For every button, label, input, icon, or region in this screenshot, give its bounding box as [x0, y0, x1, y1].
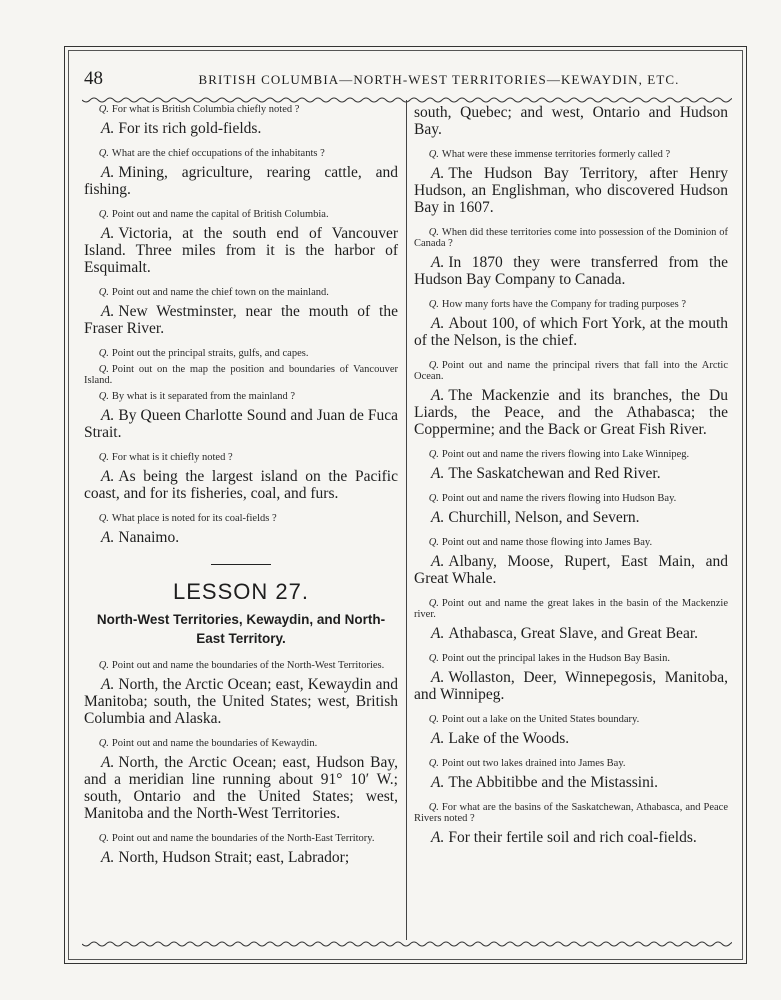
question-text: What were these immense territories formerly called ?: [441, 149, 671, 160]
answer-label: A.: [101, 468, 115, 485]
question: [84, 209, 398, 220]
answer-label: A.: [431, 669, 445, 686]
question-text: Point out and name the principal rivers that fall into the Arctic Ocean.: [414, 360, 728, 382]
question-label: Q.: [98, 209, 109, 220]
question-label: Q.: [98, 391, 109, 402]
header-ornament-rule: [82, 96, 732, 104]
answer-label: A.: [431, 553, 445, 570]
question-label: Q.: [428, 299, 439, 310]
question-label: Q.: [428, 360, 439, 371]
question: [414, 449, 728, 460]
question: [84, 348, 398, 359]
question-label: Q.: [98, 104, 109, 115]
answer-label: A.: [431, 254, 445, 271]
page-number: 48: [84, 68, 103, 89]
lesson-separator-rule: [211, 564, 271, 565]
answer-label: A.: [101, 407, 115, 424]
question-label: Q.: [98, 833, 109, 844]
question-text: Point out and name the boundaries of the North-West Territories.: [111, 660, 385, 671]
answer-text: The Abbitibbe and the Mistassini.: [448, 774, 659, 791]
left-qa-list: [84, 104, 398, 546]
question-label: Q.: [428, 149, 439, 160]
answer-label: A.: [101, 225, 115, 242]
answer-text: Churchill, Nelson, and Severn.: [448, 509, 640, 526]
answer: [414, 625, 728, 642]
answer-label: A.: [101, 849, 115, 866]
question-text: What place is noted for its coal-fields ?: [111, 513, 277, 524]
right-qa-list: [414, 104, 728, 846]
question: [414, 802, 728, 824]
question-text: For what is British Columbia chiefly noted ?: [111, 104, 300, 115]
answer-text: Athabasca, Great Slave, and Great Bear.: [448, 625, 699, 642]
question: [84, 452, 398, 463]
answer-text: south, Quebec; and west, Ontario and Hudson Bay.: [414, 104, 728, 138]
question-label: Q.: [428, 227, 439, 238]
answer: [84, 676, 398, 727]
question: [84, 738, 398, 749]
question: [84, 833, 398, 844]
question-label: Q.: [98, 513, 109, 524]
question-text: Point out and name the great lakes in the basin of the Mackenzie river.: [414, 598, 728, 620]
question: [414, 149, 728, 160]
answer-text: By Queen Charlotte Sound and Juan de Fuca Strait.: [84, 407, 398, 441]
question-label: Q.: [428, 653, 439, 664]
question-label: Q.: [98, 364, 109, 375]
question-text: Point out and name the chief town on the mainland.: [111, 287, 329, 298]
question-label: Q.: [428, 598, 439, 609]
question-text: For what is it chiefly noted ?: [111, 452, 233, 463]
question-text: Point out and name those flowing into James Bay.: [441, 537, 653, 548]
answer-text: For its rich gold-fields.: [118, 120, 262, 137]
answer-label: A.: [431, 829, 445, 846]
question: [414, 227, 728, 249]
question-text: For what are the basins of the Saskatchewan, Athabasca, and Peace Rivers noted ?: [414, 802, 728, 824]
answer-text: The Mackenzie and its branches, the Du Liards, the Peace, and the Athabasca; the Coppermine; and the Back or Great Fish River.: [414, 387, 728, 438]
footer-ornament-rule: [82, 940, 732, 948]
lesson-subtitle: North-West Territories, Kewaydin, and North-East Territory.: [96, 612, 386, 646]
answer-text: New Westminster, near the mouth of the Fraser River.: [84, 303, 398, 337]
answer: [84, 529, 398, 546]
question-text: Point out on the map the position and boundaries of Vancouver Island.: [84, 364, 398, 386]
question-label: Q.: [428, 449, 439, 460]
question-label: Q.: [428, 714, 439, 725]
answer-label: A.: [101, 754, 115, 771]
question-text: Point out and name the capital of British Columbia.: [111, 209, 329, 220]
question: [414, 758, 728, 769]
answer: [414, 829, 728, 846]
answer: [414, 315, 728, 349]
question-text: Point out the principal straits, gulfs, and capes.: [111, 348, 309, 359]
answer-text: As being the largest island on the Pacific coast, and for its fisheries, coal, and furs.: [84, 468, 398, 502]
answer-label: A.: [101, 120, 115, 137]
answer: [414, 509, 728, 526]
answer: [414, 165, 728, 216]
answer-text: The Saskatchewan and Red River.: [448, 465, 661, 482]
answer-text: For their fertile soil and rich coal-fields.: [448, 829, 697, 846]
answer: [84, 407, 398, 441]
question-label: Q.: [98, 148, 109, 159]
answer: [84, 225, 398, 276]
question-text: Point out and name the rivers flowing into Lake Winnipeg.: [441, 449, 690, 460]
answer: [84, 754, 398, 822]
answer: [414, 669, 728, 703]
left-qa-list-2: [84, 660, 398, 866]
answer-text: About 100, of which Fort York, at the mouth of the Nelson, is the chief.: [414, 315, 728, 349]
answer-text: Victoria, at the south end of Vancouver Island. Three miles from it is the harbor of Esquimalt.: [84, 225, 398, 276]
question-text: Point out two lakes drained into James Bay.: [441, 758, 626, 769]
question-label: Q.: [98, 452, 109, 463]
question-label: Q.: [98, 287, 109, 298]
answer: [414, 730, 728, 747]
answer: [84, 303, 398, 337]
answer-label: A.: [101, 164, 115, 181]
question-text: When did these territories come into possession of the Dominion of Canada ?: [414, 227, 728, 249]
answer-text: Wollaston, Deer, Winnepegosis, Manitoba, and Winnipeg.: [414, 669, 728, 703]
question: [84, 391, 398, 402]
question-label: Q.: [98, 738, 109, 749]
column-divider: [406, 100, 407, 940]
right-column: [414, 104, 728, 857]
question-label: Q.: [428, 758, 439, 769]
question-text: Point out the principal lakes in the Hudson Bay Basin.: [441, 653, 670, 664]
running-head: BRITISH COLUMBIA—NORTH-WEST TERRITORIES—KEWAYDIN, ETC.: [198, 72, 680, 87]
question-label: Q.: [428, 537, 439, 548]
question: [414, 299, 728, 310]
answer: [414, 387, 728, 438]
answer-text: Mining, agriculture, rearing cattle, and fishing.: [84, 164, 398, 198]
question-text: Point out and name the boundaries of Kewaydin.: [111, 738, 318, 749]
answer-label: A.: [431, 509, 445, 526]
question: [414, 493, 728, 504]
answer: [414, 553, 728, 587]
answer: [414, 465, 728, 482]
question: [84, 660, 398, 671]
answer-text: Albany, Moose, Rupert, East Main, and Great Whale.: [414, 553, 728, 587]
question: [414, 537, 728, 548]
answer-label: A.: [431, 165, 445, 182]
left-column: [84, 104, 398, 877]
answer-label: A.: [431, 387, 445, 404]
question-label: Q.: [428, 493, 439, 504]
question: [84, 287, 398, 298]
question: [414, 653, 728, 664]
question: [414, 714, 728, 725]
question-text: Point out a lake on the United States boundary.: [441, 714, 640, 725]
answer: [414, 774, 728, 791]
answer: [84, 468, 398, 502]
question-text: Point out and name the boundaries of the North-East Territory.: [111, 833, 375, 844]
answer-label: A.: [101, 303, 115, 320]
question-text: By what is it separated from the mainland ?: [111, 391, 296, 402]
answer-text: Nanaimo.: [118, 529, 180, 546]
answer-label: A.: [431, 625, 445, 642]
question-text: How many forts have the Company for trading purposes ?: [441, 299, 686, 310]
answer-text: North, the Arctic Ocean; east, Hudson Bay, and a meridian line running about 91° 10′ W.; south, Ontario and the United States; west, Manitoba and the North-West Territories.: [84, 754, 398, 822]
question: [84, 513, 398, 524]
question: [84, 148, 398, 159]
answer-label: A.: [101, 529, 115, 546]
answer: [414, 254, 728, 288]
question-text: What are the chief occupations of the inhabitants ?: [111, 148, 325, 159]
answer: [84, 164, 398, 198]
answer: [84, 120, 398, 137]
lesson-title: LESSON 27.: [173, 579, 309, 604]
answer: [84, 849, 398, 866]
answer-text: North, the Arctic Ocean; east, Kewaydin and Manitoba; south, the United States; west, British Columbia and Alaska.: [84, 676, 398, 727]
question-label: Q.: [98, 660, 109, 671]
question: [84, 104, 398, 115]
answer-text: Lake of the Woods.: [448, 730, 570, 747]
answer-label: A.: [431, 465, 445, 482]
question-text: Point out and name the rivers flowing into Hudson Bay.: [441, 493, 677, 504]
answer-label: A.: [431, 730, 445, 747]
answer-text: In 1870 they were transferred from the Hudson Bay Company to Canada.: [414, 254, 728, 288]
question: [414, 598, 728, 620]
answer-label: A.: [431, 315, 445, 332]
page-header: [84, 68, 734, 92]
question-label: Q.: [428, 802, 439, 813]
answer: [414, 104, 728, 138]
answer-text: The Hudson Bay Territory, after Henry Hudson, an Englishman, who discovered Hudson Bay in 1607.: [414, 165, 728, 216]
question: [414, 360, 728, 382]
question-label: Q.: [98, 348, 109, 359]
answer-text: North, Hudson Strait; east, Labrador;: [118, 849, 350, 866]
question: [84, 364, 398, 386]
answer-label: A.: [431, 774, 445, 791]
answer-label: A.: [101, 676, 115, 693]
